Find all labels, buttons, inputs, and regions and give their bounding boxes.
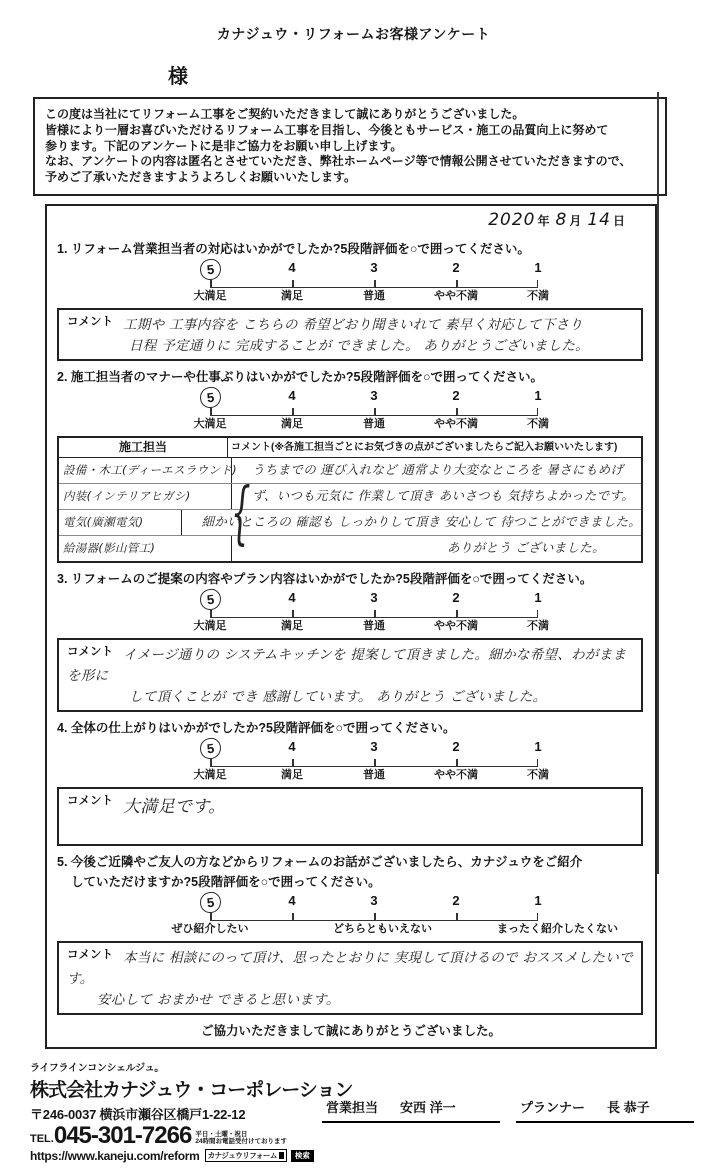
rating-label: 満足 <box>281 289 303 302</box>
company-tagline: ライフラインコンシェルジュ。 <box>30 1062 164 1074</box>
phone-number: 045-301-7266 <box>53 1121 192 1149</box>
rating-label: 普通 <box>363 768 385 781</box>
cursor-icon <box>279 1152 284 1159</box>
closing-thanks: ご協力いただきまして誠にありがとうございました。 <box>200 1023 501 1038</box>
rating-label: やや不満 <box>434 417 478 430</box>
rating-2: 2 <box>452 259 460 275</box>
date-month-label: 月 <box>569 213 582 228</box>
rating-3: 3 <box>370 738 378 754</box>
date-year-label: 年 <box>537 213 550 228</box>
company-name: 株式会社カナジュウ・コーポレーション <box>30 1079 353 1101</box>
rating-label: 不満 <box>527 417 549 430</box>
rating-label: 満足 <box>281 417 303 430</box>
scan-artifact-line <box>657 92 659 874</box>
intro-line: 参ります。下記のアンケートに是非ご協力をお願い申し上げます。 <box>45 138 403 153</box>
addressee-suffix: 様 <box>168 66 188 88</box>
rating-4: 4 <box>288 738 296 754</box>
rating-4: 4 <box>288 589 296 605</box>
rating-3: 3 <box>370 259 378 275</box>
contractor-name: 給湯器(影山管工) <box>63 540 156 555</box>
rating-label <box>415 922 497 937</box>
phone-row <box>30 1121 707 1149</box>
contractor-comment-table <box>57 436 643 563</box>
comment-label: コメント <box>67 315 113 328</box>
intro-line: 予めご了承いただきますようよろしくお願いいたします。 <box>45 170 357 185</box>
col-header-comment: コメント(※各施工担当ごとにお気づきの点がございましたらご記入お願いいたします) <box>227 438 641 457</box>
rating-circled-5: 5 <box>198 386 221 409</box>
handwritten-comment: うちまでの 運び入れなど 通常より大変なところを 暑さにもめげ <box>231 458 641 483</box>
question-5-text: 5. 今後ご近隣やご友人の方などからリフォームのお話がございましたら、カナジュウをご紹介 <box>57 854 583 869</box>
table-row <box>59 484 641 510</box>
company-address: 〒246-0037 横浜市瀬谷区橋戸1-22-12 <box>30 1106 246 1122</box>
handwritten-comment: 日程 予定通りに 完成することが できました。 ありがとうございました。 <box>129 337 589 354</box>
questionnaire-box <box>45 204 657 1049</box>
comment-label: コメント <box>67 948 113 961</box>
question-5-comment-box <box>57 941 643 1015</box>
rating-2: 2 <box>452 387 460 403</box>
rating-label: 大満足 <box>193 289 227 302</box>
table-header-row <box>59 438 641 458</box>
handwritten-brace: { <box>231 473 251 554</box>
handwritten-comment: して頂くことが でき 感謝しています。 ありがとう ございました。 <box>129 688 547 705</box>
rating-label <box>251 922 333 937</box>
intro-line: この度は当社にてリフォーム工事をご契約いただきまして誠にありがとうございました。 <box>45 107 525 121</box>
rating-label: 大満足 <box>193 619 227 632</box>
date-day: 14 <box>587 209 611 230</box>
handwritten-comment: 本当に 相談にのって頂け、思ったとおりに 実現して頂けるので おススメしたいです。 <box>67 949 633 987</box>
rating-4: 4 <box>288 387 296 403</box>
website-url: https://www.kaneju.com/reform <box>30 1148 200 1163</box>
handwritten-comment: イメージ通りの システムキッチンを 提案して頂きました。細かな希望、わがままを形に <box>67 646 627 684</box>
handwritten-comment: 大満足です。 <box>123 796 226 817</box>
question-5-text-cont: していただけますか?5段階評価を○で囲ってください。 <box>71 874 381 889</box>
rating-1: 1 <box>534 387 542 403</box>
question-4-text: 4. 全体の仕上がりはいかがでしたか?5段階評価を○で囲ってください。 <box>57 720 456 735</box>
rating-1: 1 <box>534 738 542 754</box>
rating-4: 4 <box>288 892 296 908</box>
date-year: 2020 <box>488 209 536 230</box>
rating-label: まったく紹介したくない <box>497 922 618 935</box>
rating-label: やや不満 <box>434 768 478 781</box>
planner-role: プランナー <box>520 1099 586 1115</box>
question-1-text: 1. リフォーム営業担当者の対応はいかがでしたか?5段階評価を○で囲ってください。 <box>57 241 530 256</box>
contractor-name: 設備・木工(ディーエスラウンド) <box>63 462 237 477</box>
phone-note-line: 24時間お電話受付けております <box>195 1138 288 1146</box>
phone-note-line: 平日・土曜・祝日 <box>195 1130 248 1138</box>
rating-1: 1 <box>534 259 542 275</box>
rating-3: 3 <box>370 387 378 403</box>
url-row <box>30 1149 707 1163</box>
search-keyword: カナジュウリフォーム <box>207 1151 277 1161</box>
question-2-scale <box>169 387 579 432</box>
rating-label: 普通 <box>363 619 385 632</box>
rating-label: 大満足 <box>193 768 227 781</box>
question-4-scale <box>169 738 579 783</box>
rating-2: 2 <box>452 892 460 908</box>
question-1-scale <box>169 259 579 304</box>
contractor-name: 内装(インテリアヒガシ) <box>63 488 191 503</box>
intro-line: なお、アンケートの内容は匿名とさせていただき、弊社ホームページ等で情報公開させていただきますので、 <box>45 154 632 169</box>
rating-2: 2 <box>452 589 460 605</box>
rating-label: 普通 <box>363 417 385 430</box>
page-title: カナジュウ・リフォームお客様アンケート <box>216 26 491 42</box>
rating-label: やや不満 <box>434 289 478 302</box>
handwritten-comment: 工期や 工事内容を こちらの 希望どおり聞きいれて 素早く対応して下さり <box>123 316 583 333</box>
comment-label: コメント <box>67 794 113 807</box>
scale-axis <box>210 408 538 416</box>
question-3-scale <box>169 589 579 634</box>
question-5-scale <box>169 892 618 937</box>
contractor-name: 電気(廣瀬電気) <box>63 514 144 529</box>
question-3-text: 3. リフォームのご提案の内容やプラン内容はいかがでしたか?5段階評価を○で囲ってください。 <box>57 571 593 586</box>
rating-label: ぜひ紹介したい <box>171 922 249 935</box>
handwritten-date <box>57 210 645 234</box>
handwritten-comment: 細かいところの 確認も しっかりして頂き 安心して 待つことができました。 <box>181 510 642 535</box>
date-day-label: 日 <box>612 213 625 228</box>
rating-circled-5: 5 <box>198 258 221 281</box>
intro-line: 皆様により一層お喜びいただけるリフォーム工事を目指し、今後ともサービス・施工の品質向上に努めて <box>45 122 609 137</box>
question-4-comment-box <box>57 787 643 846</box>
rating-label: 不満 <box>527 619 549 632</box>
phone-note <box>195 1131 287 1146</box>
rating-circled-5: 5 <box>198 588 221 611</box>
handwritten-comment: ありがとう ございました。 <box>231 536 641 561</box>
table-row <box>59 536 641 561</box>
rating-label: 満足 <box>281 619 303 632</box>
scale-axis <box>210 610 538 618</box>
tel-label: TEL. <box>30 1132 54 1145</box>
rating-label: どちらともいえない <box>333 922 432 935</box>
sales-rep-name: 安西 洋一 <box>400 1099 456 1115</box>
scale-axis <box>210 759 538 767</box>
sales-rep-role: 営業担当 <box>326 1099 379 1115</box>
table-row <box>59 458 641 484</box>
col-header-contractor: 施工担当 <box>118 439 167 454</box>
handwritten-comment: 安心して おまかせ できると思います。 <box>97 991 340 1008</box>
rating-circled-5: 5 <box>198 737 221 760</box>
rating-2: 2 <box>452 738 460 754</box>
rating-label: 不満 <box>527 289 549 302</box>
rating-1: 1 <box>534 892 542 908</box>
scale-axis <box>210 280 538 288</box>
planner-name: 長 恭子 <box>607 1099 650 1115</box>
rating-3: 3 <box>370 589 378 605</box>
rating-1: 1 <box>534 589 542 605</box>
scale-axis <box>210 913 538 921</box>
rating-circled-5: 5 <box>198 891 221 914</box>
question-1-comment-box <box>57 308 643 361</box>
footer <box>0 1059 707 1169</box>
sales-rep <box>322 1097 500 1123</box>
rating-label: 満足 <box>281 768 303 781</box>
rating-label: 不満 <box>527 768 549 781</box>
rating-label: 普通 <box>363 289 385 302</box>
question-2-text: 2. 施工担当者のマナーや仕事ぶりはいかがでしたか?5段階評価を○で囲ってください。 <box>57 369 544 384</box>
search-button-graphic: 検索 <box>291 1150 314 1162</box>
question-3-comment-box <box>57 638 643 712</box>
rating-4: 4 <box>288 259 296 275</box>
date-month: 8 <box>555 209 568 230</box>
staff-signatures <box>322 1097 694 1123</box>
planner <box>516 1097 694 1123</box>
intro-box <box>33 97 667 196</box>
search-box-graphic <box>205 1149 287 1162</box>
rating-label: やや不満 <box>434 619 478 632</box>
comment-label: コメント <box>67 645 113 658</box>
handwritten-comment: ず、いつも元気に 作業して頂き あいさつも 気持ちよかったです。 <box>231 484 641 509</box>
rating-label: 大満足 <box>193 417 227 430</box>
rating-3: 3 <box>370 892 378 908</box>
table-row <box>59 510 641 536</box>
